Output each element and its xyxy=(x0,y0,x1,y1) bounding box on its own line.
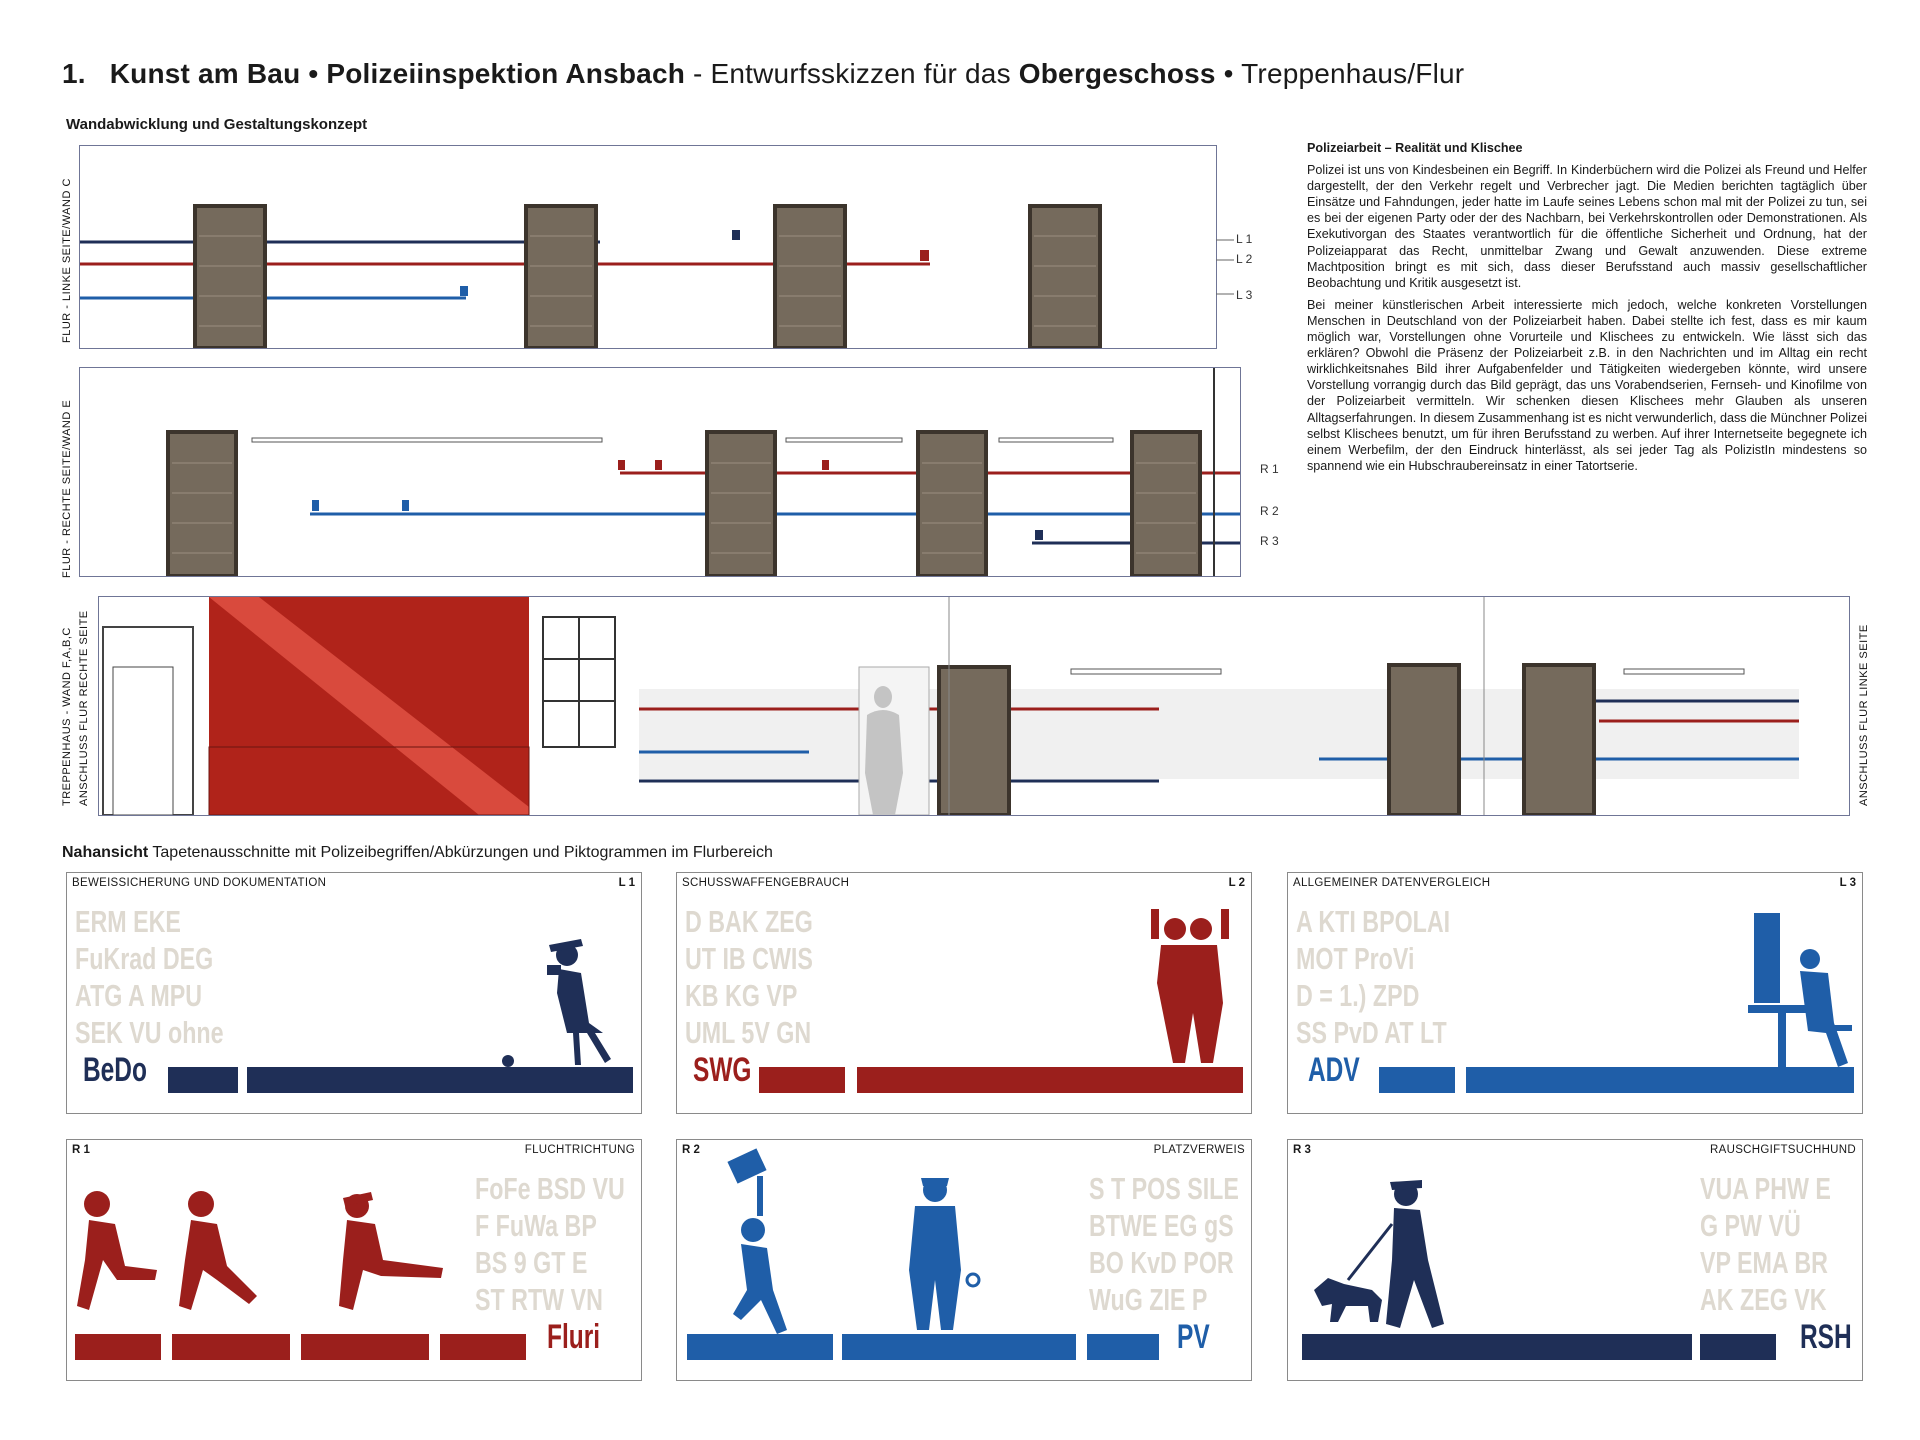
card-abbreviation: SWG xyxy=(693,1051,752,1089)
panel3-label-2: ANSCHLUSS FLUR RECHTE SEITE xyxy=(78,610,90,806)
card-r3 xyxy=(1287,1139,1863,1381)
armed-officers-icon xyxy=(677,873,1251,1113)
card-title: ALLGEMEINER DATENVERGLEICH xyxy=(1293,877,1491,889)
card-abbreviation: Fluri xyxy=(547,1318,601,1356)
card-title: FLUCHTRICHTUNG xyxy=(524,1144,635,1156)
wall-elevation-right xyxy=(79,367,1241,577)
card-id: R 3 xyxy=(1293,1144,1311,1156)
line-label-l3: L 3 xyxy=(1236,288,1253,302)
panel3-label-right: ANSCHLUSS FLUR LINKE SEITE xyxy=(1858,624,1870,806)
card-id: L 3 xyxy=(1839,877,1856,889)
card-l3 xyxy=(1287,872,1863,1114)
wall-elevation-left xyxy=(79,145,1217,349)
card-r2 xyxy=(676,1139,1252,1381)
drug-dog-handler-icon xyxy=(1288,1140,1862,1380)
door xyxy=(195,206,1100,348)
panel2-label: FLUR - RECHTE SEITE/WAND E xyxy=(61,399,73,578)
card-title: BEWEISSICHERUNG UND DOKUMENTATION xyxy=(72,877,327,889)
card-id: L 2 xyxy=(1228,877,1245,889)
wall-left-drawing xyxy=(80,146,1216,348)
page-title: 1. Kunst am Bau • Polizeiinspektion Ansbach - Entwurfsskizzen für das Obergeschoss • Treppenhaus/Flur xyxy=(62,58,1465,89)
card-abbreviation: ADV xyxy=(1308,1051,1360,1089)
camera-officer-icon xyxy=(67,873,641,1113)
closeup-heading: Nahansicht Tapetenausschnitte mit Polizeibegriffen/Abkürzungen und Piktogrammen im Flurbereich xyxy=(62,844,773,861)
panel3-label-1: TREPPENHAUS - WAND F,A,B,C xyxy=(61,627,73,806)
eviction-figures-icon xyxy=(677,1140,1251,1380)
wall-right-drawing xyxy=(80,368,1240,576)
card-r1 xyxy=(66,1139,642,1381)
article-text xyxy=(1307,140,1867,480)
card-id: R 2 xyxy=(682,1144,700,1156)
stairwell-drawing xyxy=(99,597,1849,815)
stairwell-elevation xyxy=(98,596,1850,816)
card-abbreviation: BeDo xyxy=(83,1051,147,1089)
card-background-text: S T POS SILE BTWE EG gS BO KvD POR WuG ZIE P xyxy=(1089,1171,1239,1317)
card-background-text: ERM EKE FuKrad DEG ATG A MPU SEK VU ohne xyxy=(75,904,224,1050)
line-label-r1: R 1 xyxy=(1260,462,1279,476)
card-title: SCHUSSWAFFENGEBRAUCH xyxy=(682,877,850,889)
article-paragraph-1: Polizei ist uns von Kindesbeinen ein Begriff. In Kinderbüchern wird die Polizei als Freund und Helfer dargestellt, der den Verkehr regelt und Verbrecher jagt. Die Medien berichten tagtäglich über Einsätze und Fahndungen, jeder hatte im Laufe seines Lebens schon mal mit der Polizei zu tun, sei es bei der eigenen Party oder der des Nachbarn, bei Verkehrskontrollen oder Demonstrationen. Als Exekutivorgan des Staates verantwortlich für die öffentliche Sicherheit und Ordnung, hat der Polizeiapparat das Recht, unmittelbar Zwang und Gewalt anzuwenden. Diese extreme Machtposition bringt es mit sich, dass dieser Berufsstand auch massiv gesellschaftlicher Beobachtung und Kritik ausgesetzt ist. xyxy=(1307,163,1867,290)
line-label-l1: L 1 xyxy=(1236,232,1253,246)
leader-lines-left xyxy=(1216,232,1236,302)
desk-officer-icon xyxy=(1288,873,1862,1113)
elevation-heading: Wandabwicklung und Gestaltungskonzept xyxy=(66,116,368,133)
card-title: RAUSCHGIFTSUCHHUND xyxy=(1710,1144,1856,1156)
card-title: PLATZVERWEIS xyxy=(1153,1144,1245,1156)
article-paragraph-2: Bei meiner künstlerischen Arbeit interessierte mich jedoch, welche konkreten Vorstellungen Menschen in Deutschland von der Polizeiarbeit haben. Dabei stellte ich fest, dass es mir kaum möglich war, Vorstellungen ohne Vorurteile und Klischees zu entwickeln. Wie lässt sich das erklären? Obwohl die Präsenz der Polizeiarbeit z.B. in den Nachrichten und im Alltag ein recht wirklichkeitsnahes Bild ihrer Aufgabenfelder und Tätigkeiten wiedergeben könnte, wird unsere Vorstellung vorrangig durch das Bild geprägt, das uns Vorabendserien, Fernseh- und Kinofilme von der Polizeiarbeit vermitteln. Wir schenken diesen Klischees mehr Glauben als unseren Alltagserfahrungen. In diesem Zusammenhang ist es nicht verwunderlich, dass die Münchner Polizei selbst Klischees benutzt, um für ihren Berufsstand zu werben. Auf ihrer Internetseite begegnete ich einem Werbefilm, der den Eindruck hinterlässt, als sei jeder Tag als PolizistIn mindestens so spannend wie ein Hubschraubereinsatz in einer Tatortserie. xyxy=(1307,297,1868,473)
card-l1 xyxy=(66,872,642,1114)
panel1-label: FLUR - LINKE SEITE/WAND C xyxy=(61,178,73,343)
card-background-text: A KTI BPOLAI MOT ProVi D = 1.) ZPD SS PvD AT LT xyxy=(1296,904,1451,1050)
card-background-text: VUA PHW E G PW VÜ VP EMA BR AK ZEG VK xyxy=(1700,1171,1831,1317)
card-background-text: D BAK ZEG UT IB CWIS KB KG VP UML 5V GN xyxy=(685,904,813,1050)
article-heading: Polizeiarbeit – Realität und Klischee xyxy=(1307,141,1523,155)
card-l2 xyxy=(676,872,1252,1114)
line-label-l2: L 2 xyxy=(1236,252,1253,266)
card-background-text: FoFe BSD VU F FuWa BP BS 9 GT E ST RTW VN xyxy=(475,1171,625,1317)
card-id: L 1 xyxy=(618,877,635,889)
card-abbreviation: PV xyxy=(1177,1318,1210,1356)
line-label-r3: R 3 xyxy=(1260,534,1279,548)
card-id: R 1 xyxy=(72,1144,90,1156)
line-label-r2: R 2 xyxy=(1260,504,1279,518)
card-abbreviation: RSH xyxy=(1800,1318,1852,1356)
